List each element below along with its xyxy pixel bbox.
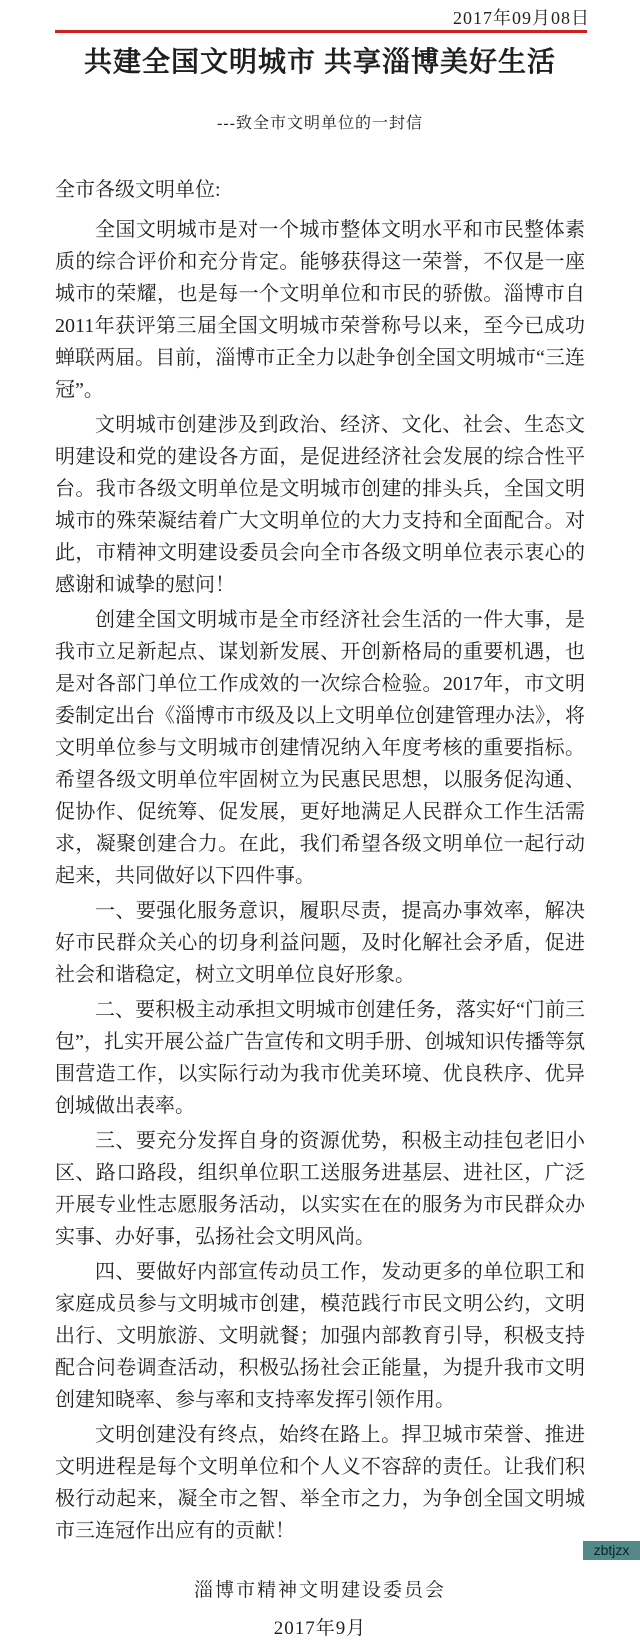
paragraph-item-3: 三、要充分发挥自身的资源优势，积极主动挂包老旧小区、路口路段，组织单位职工送服务进基层、进社区，广泛开展专业性志愿服务活动，以实实在在的服务为市民群众办实事、办好事，弘扬社会文明风尚。 (55, 1130, 585, 1248)
paragraph-importance: 创建全国文明城市是全市经济社会生活的一件大事，是我市立足新起点、谋划新发展、开创新格局的重要机遇，也是对各部门单位工作成效的一次综合检验。2017年，市文明委制定出台《淄博市市级及以上文明单位创建管理办法》，将文明单位参与文明城市创建情况纳入年度考核的重要指标。希望各级文明单位牢固树立为民惠民思想，以服务促沟通、促协作、促统筹、促发展，更好地满足人民群众工作生活需求，凝聚创建合力。在此，我们希望各级文明单位一起行动起来，共同做好以下四件事。 (55, 609, 585, 887)
publish-date: 2017年09月08日 (453, 8, 590, 28)
paragraph-intro: 全国文明城市是对一个城市整体文明水平和市民整体素质的综合评价和充分肯定。能够获得这一荣誉，不仅是一座城市的荣耀，也是每一个文明单位和市民的骄傲。淄博市自2011年获评第三届全国文明城市荣誉称号以来，至今已成功蝉联两届。目前，淄博市正全力以赴争创全国文明城市“三连冠”。 (55, 219, 585, 401)
salutation: 全市各级文明单位: (55, 179, 221, 201)
letter-page (0, 8, 640, 1639)
paragraph-item-2: 二、要积极主动承担文明城市创建任务，落实好“门前三包”，扎实开展公益广告宣传和文明手册、创城知识传播等氛围营造工作，以实际行动为我市优美环境、优良秩序、优异创城做出表率。 (55, 999, 585, 1117)
paragraph-context: 文明城市创建涉及到政治、经济、文化、社会、生态文明建设和党的建设各方面，是促进经济社会发展的综合性平台。我市各级文明单位是文明城市创建的排头兵，全国文明城市的殊荣凝结着广大文明单位的大力支持和全面配合。对此，市精神文明建设委员会向全市各级文明单位表示衷心的感谢和诚挚的慰问！ (55, 414, 585, 596)
paragraph-closing: 文明创建没有终点，始终在路上。捍卫城市荣誉、推进文明进程是每个文明单位和个人义不容辞的责任。让我们积极行动起来，凝全市之智、举全市之力，为争创全国文明城市三连冠作出应有的贡献！ (55, 1424, 585, 1542)
signature-organization: 淄博市精神文明建设委员会 (193, 1580, 446, 1601)
letter-body (0, 174, 640, 1641)
letter-subtitle: ---致全市文明单位的一封信 (217, 115, 423, 132)
signature-date: 2017年9月 (273, 1618, 367, 1639)
paragraph-item-1: 一、要强化服务意识，履职尽责，提高办事效率，解决好市民群众关心的切身利益问题，及时化解社会矛盾，促进社会和谐稳定，树立文明单位良好形象。 (55, 900, 585, 986)
paragraph-item-4: 四、要做好内部宣传动员工作，发动更多的单位职工和家庭成员参与文明城市创建，模范践行市民文明公约，文明出行、文明旅游、文明就餐；加强内部教育引导，积极支持配合问卷调查活动，积极弘扬社会正能量，为提升我市文明创建知晓率、参与率和支持率发挥引领作用。 (55, 1261, 585, 1411)
header-rule (55, 30, 587, 33)
page-title: 共建全国文明城市 共享淄博美好生活 (83, 47, 556, 78)
watermark-badge: zbtjzx (583, 1541, 640, 1560)
